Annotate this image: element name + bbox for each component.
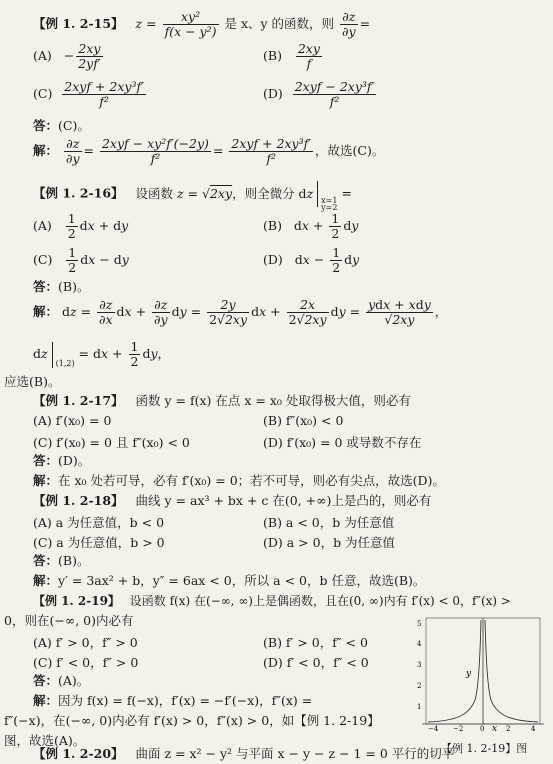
ex18-option-a: (A) a 为任意值，b < 0: [33, 515, 165, 530]
ex19-option-d: (D) f′ < 0，f″ < 0: [263, 655, 369, 670]
ex15-answer: 答：(C)。: [33, 118, 90, 133]
ex16-option-b: (B) dx + $\frac{1}{2}$ dy: [263, 211, 359, 241]
figure-ytick-5: 5: [417, 620, 422, 628]
ex16-option-d: (D) dx − $\frac{1}{2}$ dy: [263, 245, 360, 275]
ex15-z-fraction: $\frac{\text{xy²}}{\text{f(x − y²)}}$: [164, 9, 217, 39]
figure-xtick-2: 2: [506, 725, 511, 732]
ex16-question: 【例 1. 2-16】 设函数 z = √2xy，则全微分 dz x=1 y=2 =: [33, 181, 352, 211]
ex18-answer: 答：(B)。: [33, 553, 90, 568]
figure-ytick-2: 2: [417, 682, 422, 690]
ex19-option-b: (B) f′ > 0，f″ < 0: [263, 635, 368, 650]
figure-xtick-0: 0: [480, 725, 485, 732]
ex17-option-d: (D) f′(x₀) = 0 或导数不存在: [263, 435, 422, 450]
ex19-question2: 0，则在(−∞, 0)内必有: [4, 613, 134, 628]
ex15-solution: 解： $\frac{\partial z}{\partial y}$ = $\frac{\text{2xyf − xy²f′(−2y)}}{\text{f²}}$ = $\frac{\text{2xyf + 2xy³f′}}{\text{f²}}$ ，故选(C)。: [33, 136, 385, 166]
ex19-figure: [414, 612, 548, 732]
ex19-question: 【例 1. 2-19】 设函数 f(x) 在(−∞, ∞)上是偶函数，且在(0, ∞)内有 f′(x) < 0，f″(x) >: [33, 594, 511, 608]
figure-ytick-4: 4: [417, 640, 422, 648]
ex18-option-d: (D) a > 0，b 为任意值: [263, 535, 396, 550]
figure-xtick-neg2: −2: [453, 725, 464, 732]
ex15-option-c: (C) $\frac{\text{2xyf + 2xy³f′}}{\text{f²}}$: [33, 79, 144, 109]
figure-y-label: y: [466, 669, 472, 679]
figure-xtick-4: 4: [531, 725, 536, 732]
ex19-answer: 答：(A)。: [33, 673, 90, 688]
ex17-question: 【例 1. 2-17】 函数 y = f(x) 在点 x = x₀ 处取得极大值，则必有: [33, 393, 411, 408]
ex15-option-d: (D) $\frac{\text{2xyf − 2xy³f′}}{\text{f²}}$: [263, 79, 375, 109]
figure-xtick-neg4: −4: [428, 725, 439, 732]
ex17-option-a: (A) f′(x₀) = 0: [33, 413, 112, 428]
figure-right-curve: [485, 620, 538, 722]
figure-left-curve: [428, 620, 481, 722]
ex19-option-c: (C) f′ < 0，f″ > 0: [33, 655, 139, 670]
ex20-question: 【例 1. 2-20】 曲面 z = x² − y² 与平面 x − y − z − 1 = 0 平行的切平: [33, 746, 455, 761]
ex15-partial: $\frac{\partial z}{\partial y}$: [342, 9, 356, 39]
ex17-option-c: (C) f′(x₀) = 0 且 f″(x₀) < 0: [33, 435, 190, 450]
ex17-solution: 解：在 x₀ 处若可导，必有 f′(x₀) = 0；若不可导，则必有尖点，故选(D)。: [33, 473, 445, 488]
ex16-conclusion: 应选(B)。: [4, 374, 61, 389]
ex15-option-a: (A) − $\frac{2xy}{2yf'}$: [33, 41, 101, 71]
figure-caption: 【例 1. 2-19】图: [441, 742, 528, 755]
ex19-solution: 解：因为 f(x) = f(−x)，f′(x) = −f′(−x)，f″(x) =: [33, 693, 313, 708]
ex16-label: 【例 1. 2-16】: [33, 185, 124, 201]
ex18-option-b: (B) a < 0，b 为任意值: [263, 515, 395, 530]
ex17-answer: 答：(D)。: [33, 453, 91, 468]
ex16-option-a: (A) $\frac{1}{2}$ dx + dy: [33, 211, 129, 241]
ex16-solution2: $dz_{(1,2)}$ = dx + $\frac{1}{2}$ dy，: [33, 339, 171, 369]
ex19-solution3: 图，故选(A)。: [4, 733, 86, 748]
figure-ytick-3: 3: [417, 661, 422, 669]
ex17-option-b: (B) f″(x₀) < 0: [263, 413, 344, 428]
ex19-option-a: (A) f′ > 0，f″ > 0: [33, 635, 138, 650]
ex18-solution: 解：y′ = 3ax² + b，y″ = 6ax < 0，所以 a < 0，b 任意，故选(B)。: [33, 573, 426, 588]
figure-ytick-1: 1: [417, 703, 422, 711]
ex15-label: 【例 1. 2-15】: [33, 16, 124, 31]
ex15-question-text: 是 x、y 的函数，则: [224, 16, 335, 31]
ex18-option-c: (C) a 为任意值，b > 0: [33, 535, 165, 550]
ex18-question: 【例 1. 2-18】 曲线 y = ax³ + bx + c 在(0, +∞)上是凸的，则必有: [33, 493, 432, 508]
ex15-question: 【例 1. 2-15】 z = $\frac{\text{xy²}}{\text{f(x − y²)}}$ 是 x、y 的函数，则 $\frac{\partial z}{\partial y}$ =: [33, 9, 371, 39]
ex16-answer: 答：(B)。: [33, 279, 90, 294]
ex16-option-c: (C) $\frac{1}{2}$ dx − dy: [33, 245, 129, 275]
ex15-option-b: (B) $\frac{2xy}{f}$: [263, 41, 320, 71]
ex19-solution2: f″(−x)，在(−∞, 0)内必有 f′(x) > 0，f″(x) > 0，如【例 1. 2-19】: [4, 713, 380, 728]
ex16-solution: 解： dz = $\frac{\partial z}{\partial x}$ dx + $\frac{\partial z}{\partial y}$ dy = $\frac{2y}{2√2xy}$ dx + $\frac{2x}{2√2xy}$ dy = $\frac{\text{ydx + xdy}}{√2xy}$ ，: [33, 297, 448, 327]
figure-x-label: x: [492, 724, 498, 732]
